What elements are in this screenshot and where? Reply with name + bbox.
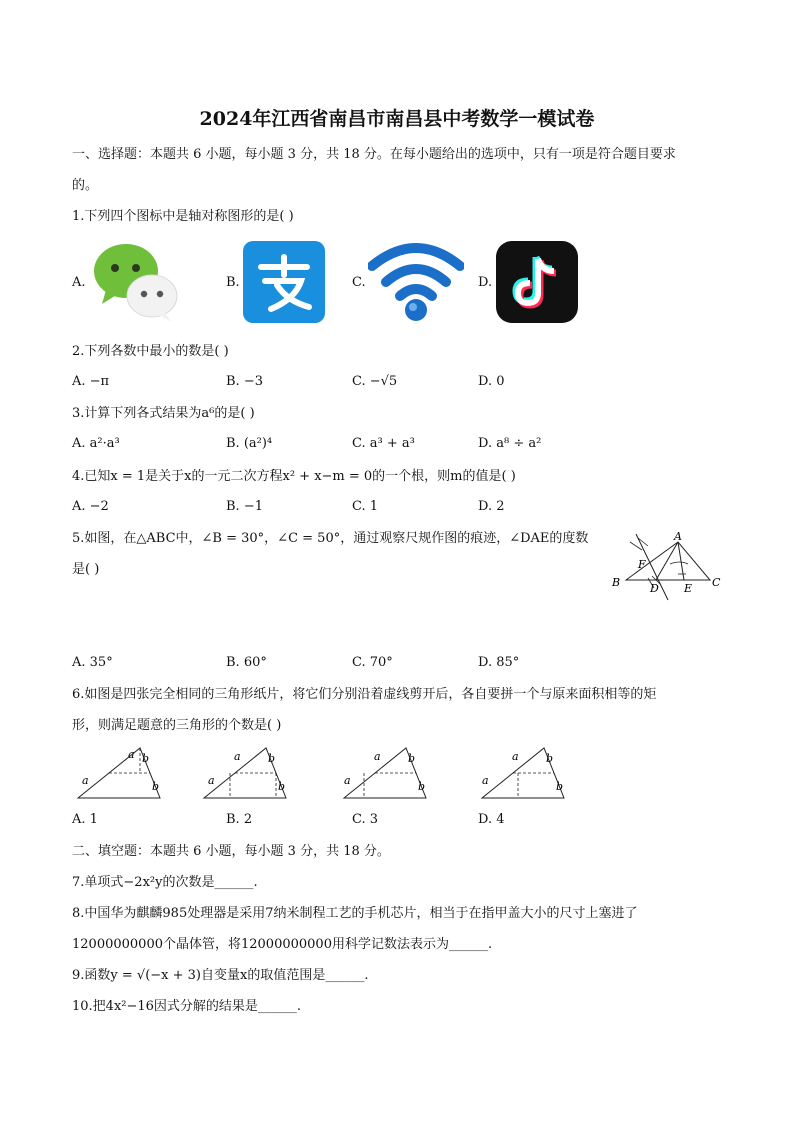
svg-text:a: a [374,750,381,763]
q6-option-d: D. 4 [478,812,505,827]
wechat-icon [92,238,178,324]
q4-option-c: C. 1 [352,499,379,514]
q7-stem: 7.单项式−2x²y的次数是______. [72,875,258,890]
q4-stem: 4.已知x = 1是关于x的一元二次方程x² + x−m = 0的一个根，则m的值是( ) [72,469,516,484]
page-title: 2024年江西省南昌市南昌县中考数学一模试卷 [199,108,595,130]
q5-label-c: C [712,576,721,589]
q5-label-e: E [684,582,693,595]
q2-option-d: D. 0 [478,374,505,389]
q5-option-c: C. 70° [352,655,393,670]
q2-option-a: A. −π [72,374,110,389]
q5-label-d: D [650,582,659,595]
q6-stem: 6.如图是四张完全相同的三角形纸片，将它们分别沿着虚线剪开后，各自要拼一个与原来面积相等的矩 [72,687,657,702]
svg-text:a: a [82,774,89,787]
wifi-icon [368,238,464,324]
section1-heading-cont: 的。 [72,178,99,193]
svg-text:a: a [344,774,351,787]
q6-triangle-a [72,742,168,804]
q6-triangle-d [476,742,572,804]
q2-option-c: C. −√5 [352,374,398,389]
q5-option-b: B. 60° [226,655,267,670]
svg-text:a: a [512,750,519,763]
svg-text:b: b [408,752,416,765]
q6-triangle-c [338,742,434,804]
q6-option-a: A. 1 [72,812,98,827]
q3-option-a: A. a²·a³ [72,436,120,451]
q6-triangle-b [198,742,294,804]
q3-option-c: C. a³ + a³ [352,436,415,451]
q5-label-b: B [612,576,621,589]
section2-heading: 二、填空题：本题共 6 小题，每小题 3 分，共 18 分。 [72,844,390,859]
svg-text:b: b [268,752,276,765]
q1-option-c-label: C. [352,275,366,290]
q1-stem: 1.下列四个图标中是轴对称图形的是( ) [72,209,294,224]
q6-option-b: B. 2 [226,812,253,827]
q1-option-d-label: D. [478,275,493,290]
q3-option-b: B. (a²)⁴ [226,436,273,451]
q6-option-c: C. 3 [352,812,379,827]
q5-triangle-figure [608,530,724,602]
q10-stem: 10.把4x²−16因式分解的结果是______. [72,999,302,1014]
q8-stem-cont: 12000000000个晶体管，将12000000000用科学记数法表示为______. [72,937,493,952]
q5-label-f: F [638,558,646,571]
q4-option-b: B. −1 [226,499,263,514]
q5-option-d: D. 85° [478,655,520,670]
q6-stem-cont: 形，则满足题意的三角形的个数是( ) [72,718,282,733]
svg-text:b: b [556,780,564,793]
q4-option-d: D. 2 [478,499,505,514]
svg-text:a: a [128,748,135,761]
svg-text:b: b [418,780,426,793]
alipay-icon [243,241,325,323]
svg-text:a: a [208,774,215,787]
q2-stem: 2.下列各数中最小的数是( ) [72,344,229,359]
q5-stem: 5.如图，在△ABC中，∠B = 30°，∠C = 50°，通过观察尺规作图的痕迹，∠DAE的度数 [72,531,589,546]
svg-text:a: a [234,750,241,763]
svg-text:b: b [142,752,150,765]
q1-option-a-label: A. [72,275,86,290]
q1-option-b-label: B. [226,275,240,290]
q5-option-a: A. 35° [72,655,113,670]
q3-option-d: D. a⁸ ÷ a² [478,436,542,451]
q4-option-a: A. −2 [72,499,109,514]
q5-stem-cont: 是( ) [72,562,100,577]
svg-text:a: a [482,774,489,787]
q2-option-b: B. −3 [226,374,263,389]
tiktok-icon [496,241,578,323]
q5-label-a: A [674,530,682,543]
q9-stem: 9.函数y = √(−x + 3)自变量x的取值范围是______. [72,968,369,983]
svg-text:b: b [546,752,554,765]
q3-stem: 3.计算下列各式结果为a⁶的是( ) [72,406,255,421]
section1-heading: 一、选择题：本题共 6 小题，每小题 3 分，共 18 分。在每小题给出的选项中，只有一项是符合题目要求 [72,147,676,162]
svg-text:b: b [278,780,286,793]
q8-stem: 8.中国华为麒麟985处理器是采用7纳米制程工艺的手机芯片，相当于在指甲盖大小的尺寸上塞进了 [72,906,638,921]
svg-text:b: b [152,780,160,793]
